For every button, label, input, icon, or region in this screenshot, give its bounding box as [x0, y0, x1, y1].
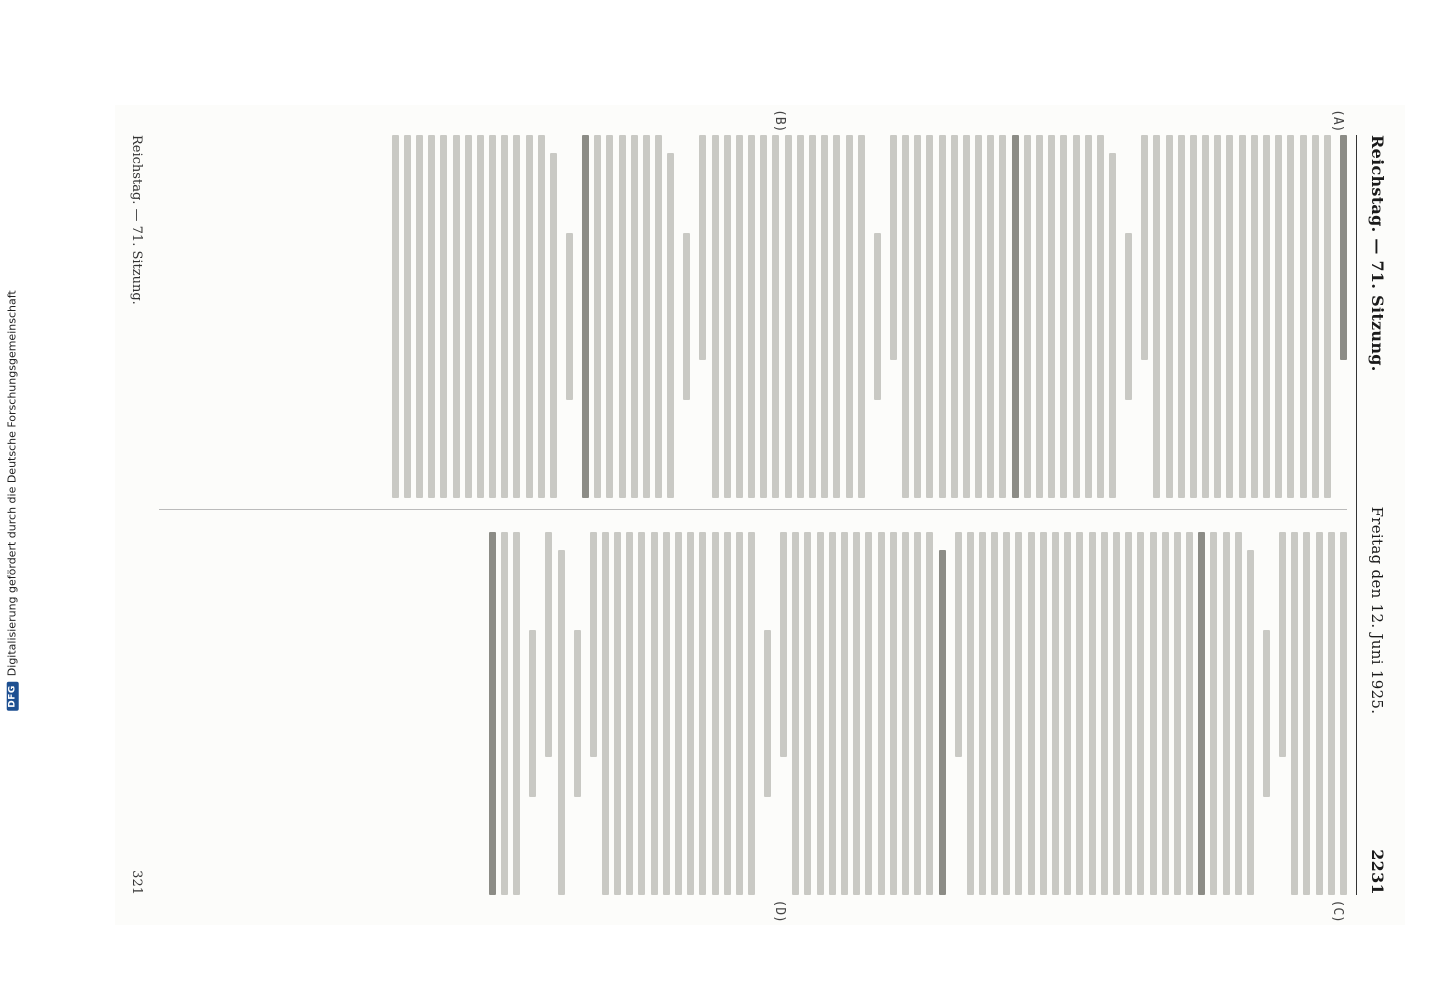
- digitization-credit: [4, 0, 20, 1000]
- applause-remark: [1125, 135, 1132, 498]
- paragraph: [590, 532, 755, 895]
- footer-left: Reichstag. — 71. Sitzung.: [129, 135, 144, 305]
- running-head: [1356, 135, 1387, 895]
- paragraph: [582, 135, 674, 498]
- paragraph: [546, 532, 565, 895]
- margin-marker-b: (B): [772, 109, 787, 133]
- page-footer: [129, 135, 144, 895]
- paragraph: [780, 532, 945, 895]
- paragraph: [1279, 532, 1347, 895]
- margin-marker-c: (C): [1330, 899, 1345, 923]
- paragraph: [489, 532, 520, 895]
- margin-marker-a: (A): [1330, 109, 1345, 133]
- dfg-logo: DFG: [6, 682, 18, 711]
- applause-remark: [874, 135, 881, 498]
- paragraph: [890, 135, 1116, 498]
- applause-remark: [764, 532, 771, 895]
- left-column: [159, 109, 1347, 510]
- paragraph: [1141, 135, 1331, 498]
- paragraph: [955, 532, 1255, 895]
- paragraph: [392, 135, 557, 498]
- document-page: [115, 105, 1405, 925]
- paragraph: [699, 135, 864, 498]
- right-column: [159, 532, 1347, 923]
- speaker-line: [1340, 135, 1347, 498]
- credit-text: Digitalisierung gefördert durch die Deutsche Forschungsgemeinschaft: [5, 289, 19, 676]
- running-head-date: Freitag den 12. Juni 1925.: [1368, 506, 1386, 715]
- margin-marker-d: (D): [772, 899, 787, 923]
- text-columns: [159, 109, 1347, 923]
- page-number: 2231: [1368, 849, 1387, 895]
- scanned-page-area: [95, 75, 1425, 955]
- applause-remark: [683, 135, 690, 498]
- applause-remark: [1263, 532, 1270, 895]
- applause-remark: [530, 532, 537, 895]
- sheet-number: 321: [129, 870, 144, 895]
- running-head-title: Reichstag. — 71. Sitzung.: [1368, 135, 1387, 372]
- applause-remark: [566, 135, 573, 498]
- applause-remark: [574, 532, 581, 895]
